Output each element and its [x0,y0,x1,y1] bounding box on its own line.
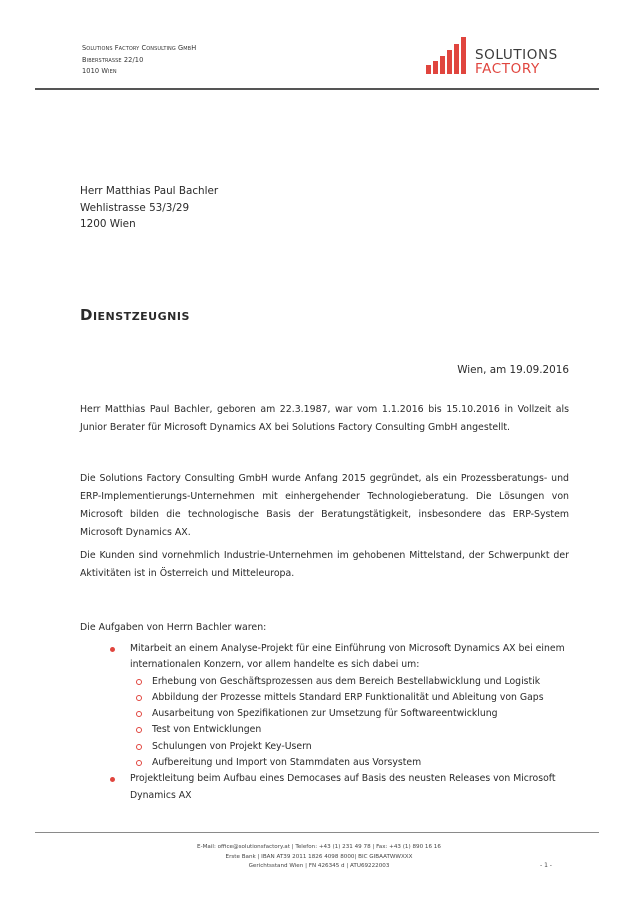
list-item [116,674,571,690]
paragraph-employment: Herr Matthias Paul Bachler, geboren am 22.3.1987, war vom 1.1.2016 bis 15.10.2016 in Vollzeit als Junior Berater für Microsoft Dynamics AX bei Solutions Factory Consulting GmbH angestellt. [80,404,569,433]
recipient-city: 1200 Wien [80,218,136,230]
sender-address [82,43,196,78]
bullet-icon [110,777,115,782]
task-list [116,641,571,804]
paragraph-company: Die Solutions Factory Consulting GmbH wurde Anfang 2015 gegründet, als ein Prozessberatungs- und ERP-Implementierungs-Unternehmen mit einhergehender Technologieberatung. Die Lösungen von Microsoft bilden die technologische Basis der Beratungstätigkeit, insbesondere das ERP-System Microsoft Dynamics AX. [80,473,569,538]
recipient-street: Wehlistrasse 53/3/29 [80,201,190,214]
circle-bullet-icon [136,744,142,750]
date-line: Wien, am 19.09.2016 [457,364,569,376]
footer-bank: Erste Bank | IBAN AT39 2011 1826 4098 8000| BIC GIBAATWWXXX [225,853,413,860]
sender-company: Solutions Factory Consulting GmbH [82,44,197,52]
circle-bullet-icon [136,679,142,685]
footer-legal: Gerichtsstand Wien | FN 426345 d | ATU69222003 [248,863,390,870]
paragraph-customers: Die Kunden sind vornehmlich Industrie-Unternehmen im gehobenen Mittelstand, der Schwerpunkt der Aktivitäten ist in Österreich und Mitteleuropa. [80,550,569,579]
logo-text-factory: FACTORY [475,61,540,77]
page-number: - 1 - [540,862,552,869]
list-item [116,755,571,771]
list-item [116,739,571,755]
list-item [116,722,571,738]
circle-bullet-icon [136,727,142,733]
bar-chart-logo-icon [424,36,472,78]
subtask-text: Aufbereitung und Import von Stammdaten aus Vorsystem [152,757,422,769]
recipient-address [80,183,218,233]
sender-city: 1010 Wien [82,67,117,75]
subtask-text: Abbildung der Prozesse mittels Standard ERP Funktionalität und Ableitung von Gaps [152,691,544,703]
paragraph-tasks-intro: Die Aufgaben von Herrn Bachler waren: [80,622,267,633]
list-item [116,771,571,804]
bullet-icon [110,647,115,652]
subtask-text: Ausarbeitung von Spezifikationen zur Umsetzung für Softwareentwicklung [152,708,498,720]
document-title: Dienstzeugnis [80,306,190,324]
subtask-text: Erhebung von Geschäftsprozessen aus dem Bereich Bestellabwicklung und Logistik [152,675,541,687]
list-item [116,706,571,722]
footer-contact: E-Mail: office@solutionsfactory.at | Telefon: +43 (1) 231 49 78 | Fax: +43 (1) 890 16 16 [197,844,441,850]
circle-bullet-icon [136,711,142,717]
subtask-text: Test von Entwicklungen [152,724,262,736]
recipient-name: Herr Matthias Paul Bachler [80,185,219,197]
header-divider [35,88,599,90]
company-logo [424,36,584,80]
sender-street: Biberstrasse 22/10 [82,55,144,64]
logo-text-solutions: SOLUTIONS [475,47,558,63]
circle-bullet-icon [136,695,142,701]
footer-divider [35,832,599,833]
subtask-text: Schulungen von Projekt Key-Usern [152,740,312,752]
list-item [116,690,571,706]
task-text: Projektleitung beim Aufbau eines Democases auf Basis des neusten Releases von Microsoft Dynamics AX [130,773,556,801]
circle-bullet-icon [136,760,142,766]
task-text: Mitarbeit an einem Analyse-Projekt für eine Einführung von Microsoft Dynamics AX bei einem internationalen Konzern, vor allem handelte es sich dabei um: [130,643,565,671]
list-item [116,641,571,674]
